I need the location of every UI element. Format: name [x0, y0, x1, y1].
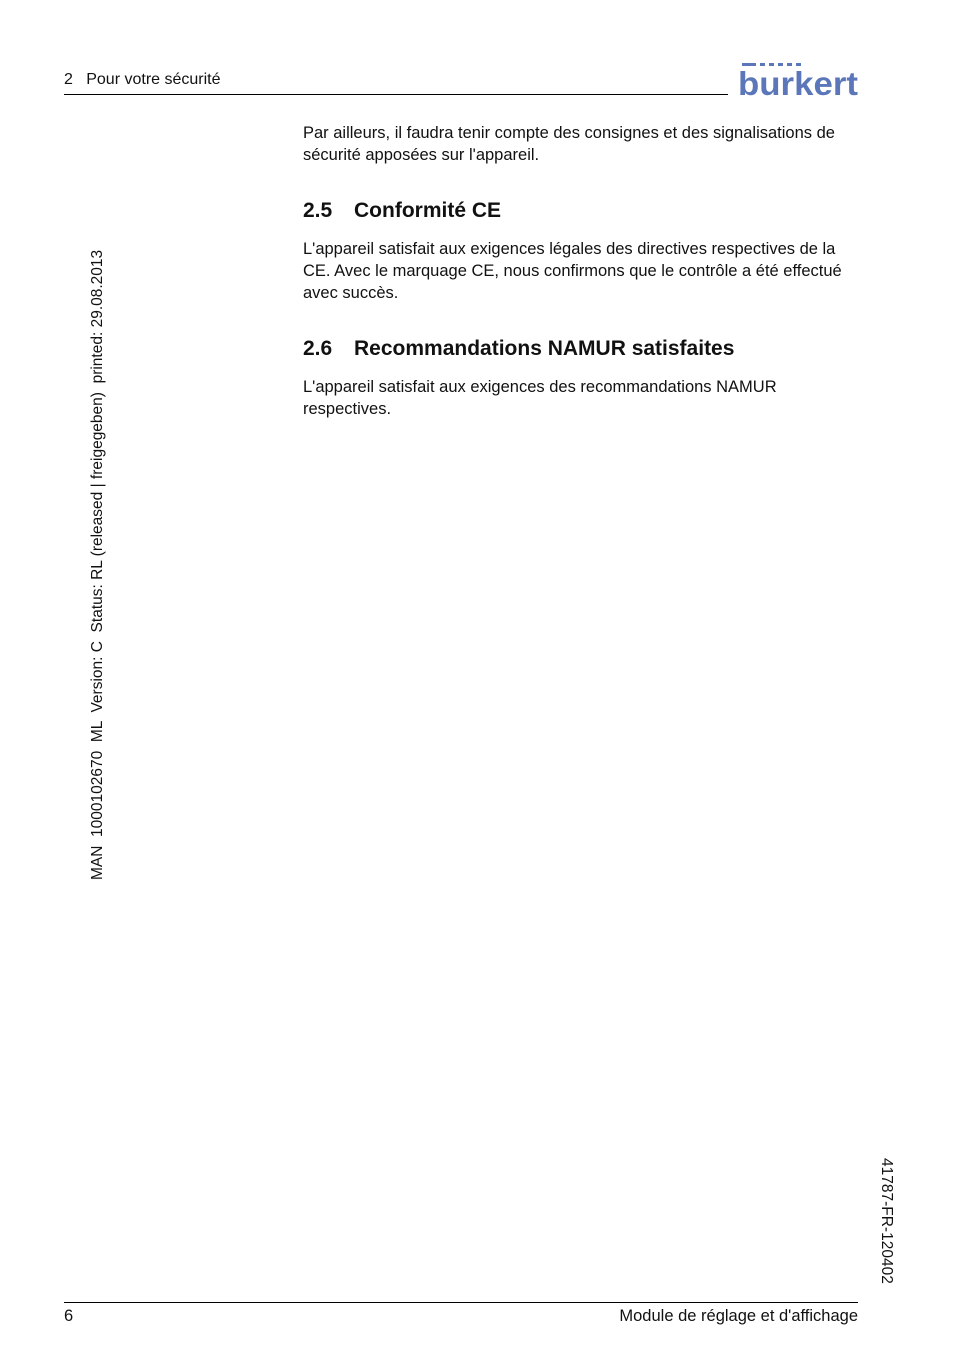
section-paragraph: L'appareil satisfait aux exigences des recommandations NAMUR respectives.: [303, 378, 777, 418]
section-heading: [303, 337, 734, 361]
document-code: 41787-FR-120402: [878, 1158, 895, 1284]
section-number: 2.6: [303, 337, 333, 360]
section-heading: [303, 199, 501, 223]
header-section-title: 2 Pour votre sécurité: [64, 71, 221, 88]
section-number: 2.5: [303, 199, 333, 222]
intro-paragraph: Par ailleurs, il faudra tenir compte des consignes et des signalisations de sécurité apposées sur l'appareil.: [303, 124, 835, 164]
footer-divider: [64, 1302, 858, 1303]
header-divider: [64, 94, 728, 95]
section-paragraph: L'appareil satisfait aux exigences légales des directives respectives de la CE. Avec le marquage CE, nous confirmons que le contrôle a été effectué avec succès.: [303, 240, 842, 302]
document-control-info: MAN 1000102670 ML Version: C Status: RL (released | freigegeben) printed: 29.08.2013: [89, 249, 106, 880]
logo-wordmark: burkert: [738, 65, 859, 100]
page-number: 6: [64, 1307, 74, 1325]
section-title: Recommandations NAMUR satisfaites: [354, 337, 735, 360]
footer-document-title: Module de réglage et d'affichage: [619, 1307, 858, 1325]
section-title: Conformité CE: [354, 199, 501, 222]
burkert-logo: [738, 62, 860, 100]
